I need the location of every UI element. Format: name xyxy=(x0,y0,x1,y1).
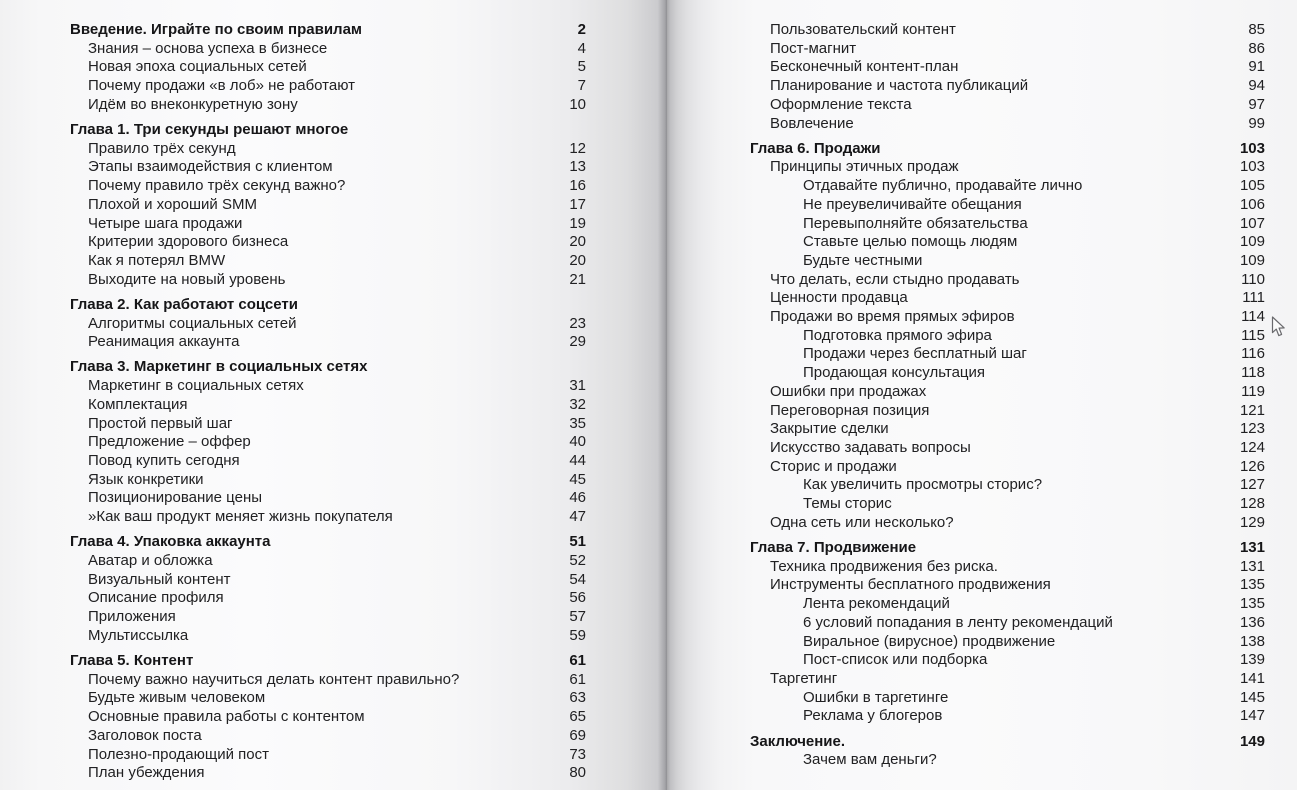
toc-entry-page-number: 4 xyxy=(577,39,586,57)
toc-entry-page-number: 106 xyxy=(1239,195,1265,213)
toc-entry-page-number: 123 xyxy=(1239,420,1265,438)
toc-entry-title: Глава 5. Контент xyxy=(70,652,194,669)
toc-entry-page-number: 105 xyxy=(1239,177,1265,195)
toc-row-item xyxy=(0,433,586,452)
toc-row-item xyxy=(0,196,586,215)
toc-row-item xyxy=(667,177,1265,196)
toc-row-item xyxy=(667,327,1265,346)
toc-row-item xyxy=(667,495,1265,514)
toc-entry-page-number: 127 xyxy=(1239,476,1265,494)
toc-entry-page-number: 52 xyxy=(569,551,586,569)
toc-entry-title: Переговорная позиция xyxy=(770,401,930,419)
toc-entry-title: Бесконечный контент-план xyxy=(770,58,959,76)
toc-entry-page-number: 86 xyxy=(1248,39,1265,57)
toc-entry-title: Не преувеличивайте обещания xyxy=(803,195,1022,213)
toc-row-item xyxy=(0,415,586,434)
toc-entry-title: Плохой и хороший SMM xyxy=(88,195,257,213)
toc-entry-page-number: 63 xyxy=(569,689,586,707)
toc-entry-title: Одна сеть или несколько? xyxy=(770,513,954,531)
toc-entry-title: Закрытие сделки xyxy=(770,420,889,438)
toc-entry-page-number: 118 xyxy=(1241,364,1265,382)
toc-entry-page-number: 121 xyxy=(1239,401,1265,419)
toc-entry-page-number: 116 xyxy=(1241,345,1265,363)
toc-row-item xyxy=(0,215,586,234)
toc-entry-page-number: 23 xyxy=(569,314,586,332)
toc-entry-title: Будьте честными xyxy=(803,251,923,269)
toc-row-item xyxy=(667,215,1265,234)
toc-row-item xyxy=(667,96,1265,115)
toc-entry-title: Критерии здорового бизнеса xyxy=(88,233,289,251)
toc-entry-page-number: 21 xyxy=(569,270,586,288)
toc-entry-page-number: 20 xyxy=(569,233,586,251)
toc-entry-title: Выходите на новый уровень xyxy=(88,270,286,288)
toc-entry-title: Отдавайте публично, продавайте лично xyxy=(803,177,1083,195)
toc-entry-page-number: 51 xyxy=(569,533,586,551)
toc-row-item xyxy=(0,746,586,765)
toc-entry-title: Сторис и продажи xyxy=(770,457,897,475)
toc-entry-title: Ценности продавца xyxy=(770,289,908,307)
toc-entry-page-number: 40 xyxy=(569,433,586,451)
toc-entry-page-number: 119 xyxy=(1241,382,1265,400)
toc-entry-title: Ошибки в таргетинге xyxy=(803,688,949,706)
toc-row-item xyxy=(667,576,1265,595)
toc-entry-page-number: 141 xyxy=(1239,669,1265,687)
toc-entry-title: Основные правила работы с контентом xyxy=(88,708,365,726)
toc-row-item xyxy=(667,308,1265,327)
toc-entry-title: Лента рекомендаций xyxy=(803,595,950,613)
toc-row-item xyxy=(667,364,1265,383)
toc-entry-title: Описание профиля xyxy=(88,589,224,607)
toc-entry-title: »Как ваш продукт меняет жизнь покупателя xyxy=(88,508,393,526)
toc-row-item xyxy=(667,345,1265,364)
toc-row-item xyxy=(667,458,1265,477)
toc-row-item xyxy=(0,396,586,415)
toc-entry-page-number: 31 xyxy=(569,377,586,395)
toc-row-chapter xyxy=(0,296,586,315)
toc-entry-title: Глава 6. Продажи xyxy=(750,139,881,157)
toc-row-item xyxy=(0,158,586,177)
toc-row-item xyxy=(667,252,1265,271)
toc-entry-title: Этапы взаимодействия с клиентом xyxy=(88,158,333,176)
toc-row-chapter xyxy=(667,733,1265,752)
toc-entry-page-number: 56 xyxy=(569,589,586,607)
toc-entry-page-number: 32 xyxy=(569,395,586,413)
toc-entry-title: Простой первый шаг xyxy=(88,414,233,432)
toc-entry-page-number: 135 xyxy=(1239,576,1265,594)
toc-group xyxy=(667,539,1265,726)
toc-row-item xyxy=(667,115,1265,134)
toc-entry-title: Знания – основа успеха в бизнесе xyxy=(88,39,328,57)
toc-entry-title: Глава 1. Три секунды решают многое xyxy=(70,121,349,139)
toc-entry-title: Повод купить сегодня xyxy=(88,451,240,469)
toc-entry-page-number: 109 xyxy=(1239,233,1265,251)
toc-entry-title: План убеждения xyxy=(88,764,205,782)
toc-group xyxy=(667,140,1265,533)
toc-entry-page-number: 35 xyxy=(569,414,586,432)
toc-entry-page-number: 94 xyxy=(1248,77,1265,95)
toc-entry-page-number: 147 xyxy=(1239,707,1265,725)
toc-entry-page-number: 44 xyxy=(569,451,586,469)
toc-entry-title: Маркетинг в социальных сетях xyxy=(88,377,304,395)
toc-entry-title: Продающая консультация xyxy=(803,364,986,382)
toc-entry-page-number xyxy=(550,296,586,315)
toc-group xyxy=(0,296,586,352)
toc-entry-page-number: 139 xyxy=(1239,651,1265,669)
toc-row-item xyxy=(667,77,1265,96)
toc-row-item xyxy=(667,420,1265,439)
toc-entry-page-number: 2 xyxy=(577,21,586,38)
toc-entry-title: Как я потерял BMW xyxy=(88,251,226,269)
toc-entry-page-number: 20 xyxy=(569,251,586,269)
toc-entry-page-number: 110 xyxy=(1241,270,1265,288)
toc-row-item xyxy=(0,252,586,271)
toc-entry-title: Зачем вам деньги? xyxy=(803,751,937,769)
toc-entry-title: Как увеличить просмотры сторис? xyxy=(803,476,1043,494)
toc-row-item xyxy=(0,177,586,196)
toc-row-item xyxy=(667,233,1265,252)
toc-entry-page-number xyxy=(550,121,586,140)
toc-row-item xyxy=(667,383,1265,402)
toc-entry-page-number: 69 xyxy=(569,726,586,744)
toc-group xyxy=(0,533,586,645)
toc-entry-title: Пост-магнит xyxy=(770,39,857,57)
toc-entry-title: Четыре шага продажи xyxy=(88,214,243,232)
toc-entry-title: Искусство задавать вопросы xyxy=(770,438,971,456)
toc-entry-title: Планирование и частота публикаций xyxy=(770,77,1029,95)
toc-entry-page-number: 61 xyxy=(569,652,586,669)
toc-row-item xyxy=(667,558,1265,577)
toc-entry-page-number: 47 xyxy=(569,508,586,526)
toc-row-chapter xyxy=(667,140,1265,159)
toc-entry-title: Оформление текста xyxy=(770,95,912,113)
toc-row-item xyxy=(0,271,586,290)
toc-group xyxy=(0,358,586,526)
toc-entry-title: Продажи во время прямых эфиров xyxy=(770,308,1015,326)
toc-entry-page-number: 115 xyxy=(1241,326,1265,344)
toc-row-item xyxy=(667,402,1265,421)
toc-entry-page-number: 65 xyxy=(569,708,586,726)
toc-entry-page-number: 138 xyxy=(1239,632,1265,650)
toc-entry-title: Почему важно научиться делать контент правильно? xyxy=(88,670,460,688)
toc-row-item xyxy=(0,671,586,690)
toc-entry-page-number: 136 xyxy=(1239,613,1265,631)
toc-row-item xyxy=(0,627,586,646)
toc-entry-page-number: 59 xyxy=(569,626,586,644)
toc-entry-title: Правило трёх секунд xyxy=(88,139,236,157)
toc-row-item xyxy=(0,608,586,627)
toc-entry-title: Аватар и обложка xyxy=(88,551,213,569)
toc-entry-title: Инструменты бесплатного продвижения xyxy=(770,576,1051,594)
toc-entry-page-number xyxy=(1229,751,1265,770)
toc-entry-title: Перевыполняйте обязательства xyxy=(803,214,1028,232)
toc-row-chapter xyxy=(0,21,586,40)
toc-group xyxy=(667,21,1265,133)
toc-entry-title: Алгоритмы социальных сетей xyxy=(88,314,297,332)
toc-row-item xyxy=(0,727,586,746)
toc-row-item xyxy=(667,751,1265,770)
toc-entry-page-number: 45 xyxy=(569,470,586,488)
toc-entry-page-number: 13 xyxy=(569,158,586,176)
book-page-right xyxy=(667,0,1297,790)
toc-entry-page-number xyxy=(550,358,586,377)
toc-entry-page-number: 91 xyxy=(1248,58,1265,76)
toc-entry-title: 6 условий попадания в ленту рекомендаций xyxy=(803,613,1113,631)
toc-entry-page-number: 73 xyxy=(569,745,586,763)
toc-entry-page-number: 135 xyxy=(1239,595,1265,613)
toc-row-item xyxy=(667,595,1265,614)
toc-row-chapter xyxy=(667,539,1265,558)
toc-entry-title: Глава 4. Упаковка аккаунта xyxy=(70,533,271,551)
toc-entry-title: Принципы этичных продаж xyxy=(770,158,959,176)
toc-entry-title: Введение. Играйте по своим правилам xyxy=(70,21,363,38)
toc-group xyxy=(0,121,586,289)
toc-entry-page-number: 131 xyxy=(1239,538,1265,556)
toc-entry-page-number: 12 xyxy=(569,139,586,157)
toc-row-item xyxy=(667,58,1265,77)
toc-entry-title: Почему правило трёх секунд важно? xyxy=(88,177,346,195)
toc-entry-page-number: 99 xyxy=(1248,114,1265,132)
toc-entry-title: Идём во внеконкуретную зону xyxy=(88,95,298,113)
toc-row-chapter xyxy=(0,533,586,552)
toc-entry-title: Позиционирование цены xyxy=(88,489,263,507)
toc-entry-title: Вовлечение xyxy=(770,114,854,132)
toc-entry-title: Будьте живым человеком xyxy=(88,689,266,707)
toc-entry-page-number: 107 xyxy=(1239,214,1265,232)
toc-row-item xyxy=(667,614,1265,633)
toc-row-item xyxy=(0,589,586,608)
toc-row-item xyxy=(0,571,586,590)
toc-entry-page-number: 85 xyxy=(1248,21,1265,38)
toc-row-item xyxy=(0,689,586,708)
toc-entry-page-number: 145 xyxy=(1239,688,1265,706)
toc-entry-page-number: 80 xyxy=(569,764,586,782)
toc-row-item xyxy=(0,489,586,508)
toc-row-item xyxy=(0,77,586,96)
toc-entry-page-number: 103 xyxy=(1239,139,1265,157)
toc-entry-page-number: 10 xyxy=(569,95,586,113)
toc-entry-page-number: 16 xyxy=(569,177,586,195)
toc-entry-page-number: 114 xyxy=(1241,308,1265,326)
toc-entry-page-number: 128 xyxy=(1239,495,1265,513)
toc-entry-title: Пользовательский контент xyxy=(770,21,956,38)
toc-row-item xyxy=(0,708,586,727)
toc-entry-page-number: 124 xyxy=(1239,438,1265,456)
toc-row-item xyxy=(0,333,586,352)
toc-row-item xyxy=(0,452,586,471)
toc-row-item xyxy=(0,40,586,59)
toc-entry-page-number: 61 xyxy=(569,670,586,688)
toc-row-item xyxy=(0,58,586,77)
toc-row-chapter xyxy=(0,121,586,140)
toc-entry-title: Реклама у блогеров xyxy=(803,707,943,725)
toc-row-item xyxy=(667,40,1265,59)
toc-entry-title: Приложения xyxy=(88,608,176,626)
toc-group xyxy=(667,733,1265,770)
toc-entry-title: Комплектация xyxy=(88,395,188,413)
toc-group xyxy=(0,652,586,783)
toc-row-item xyxy=(0,96,586,115)
toc-entry-title: Почему продажи «в лоб» не работают xyxy=(88,77,356,95)
toc-entry-page-number: 57 xyxy=(569,608,586,626)
toc-row-item xyxy=(0,471,586,490)
toc-entry-title: Техника продвижения без риска. xyxy=(770,557,998,575)
toc-entry-page-number: 129 xyxy=(1239,513,1265,531)
toc-row-item xyxy=(667,439,1265,458)
toc-entry-title: Таргетинг xyxy=(770,669,838,687)
toc-entry-page-number: 17 xyxy=(569,195,586,213)
toc-entry-title: Предложение – оффер xyxy=(88,433,251,451)
toc-right-column xyxy=(667,21,1265,770)
toc-entry-title: Глава 2. Как работают соцсети xyxy=(70,295,298,313)
toc-entry-page-number: 109 xyxy=(1239,251,1265,269)
toc-entry-page-number: 54 xyxy=(569,570,586,588)
toc-entry-page-number: 131 xyxy=(1239,557,1265,575)
toc-row-item xyxy=(667,707,1265,726)
toc-entry-title: Что делать, если стыдно продавать xyxy=(770,270,1020,288)
toc-row-item xyxy=(0,508,586,527)
toc-row-item xyxy=(667,158,1265,177)
toc-row-item xyxy=(0,552,586,571)
toc-row-chapter xyxy=(0,358,586,377)
toc-entry-title: Заголовок поста xyxy=(88,726,202,744)
toc-row-chapter xyxy=(0,652,586,671)
toc-entry-page-number: 111 xyxy=(1242,289,1265,307)
toc-row-item xyxy=(667,476,1265,495)
toc-entry-title: Виральное (вирусное) продвижение xyxy=(803,632,1056,650)
toc-row-item xyxy=(667,670,1265,689)
toc-entry-title: Подготовка прямого эфира xyxy=(803,326,992,344)
toc-row-item xyxy=(0,764,586,783)
toc-entry-title: Заключение. xyxy=(750,732,846,750)
toc-row-item xyxy=(0,140,586,159)
toc-entry-page-number: 97 xyxy=(1248,95,1265,113)
toc-entry-page-number: 19 xyxy=(569,214,586,232)
toc-entry-title: Визуальный контент xyxy=(88,570,231,588)
toc-row-item xyxy=(0,233,586,252)
toc-entry-title: Темы сторис xyxy=(803,495,892,513)
toc-row-item xyxy=(667,633,1265,652)
toc-entry-title: Реанимация аккаунта xyxy=(88,333,240,351)
toc-entry-page-number: 149 xyxy=(1239,732,1265,750)
toc-entry-page-number: 46 xyxy=(569,489,586,507)
toc-entry-page-number: 126 xyxy=(1239,457,1265,475)
toc-entry-page-number: 29 xyxy=(569,333,586,351)
toc-entry-page-number: 103 xyxy=(1239,158,1265,176)
toc-entry-page-number: 5 xyxy=(577,58,586,76)
toc-entry-title: Глава 3. Маркетинг в социальных сетях xyxy=(70,358,368,376)
toc-row-item xyxy=(0,315,586,334)
toc-row-item xyxy=(0,377,586,396)
toc-entry-title: Глава 7. Продвижение xyxy=(750,538,917,556)
toc-entry-title: Полезно-продающий пост xyxy=(88,745,269,763)
toc-row-item xyxy=(667,689,1265,708)
toc-row-item xyxy=(667,271,1265,290)
toc-left-column xyxy=(0,21,586,783)
toc-row-item xyxy=(667,651,1265,670)
toc-entry-title: Мультиссылка xyxy=(88,626,189,644)
toc-entry-title: Ставьте целью помощь людям xyxy=(803,233,1018,251)
toc-row-item xyxy=(667,514,1265,533)
toc-entry-title: Ошибки при продажах xyxy=(770,382,927,400)
toc-group xyxy=(0,21,586,115)
toc-entry-page-number: 7 xyxy=(577,77,586,95)
toc-entry-title: Новая эпоха социальных сетей xyxy=(88,58,307,76)
toc-row-item xyxy=(667,196,1265,215)
toc-entry-title: Пост-список или подборка xyxy=(803,651,988,669)
toc-entry-title: Язык конкретики xyxy=(88,470,204,488)
toc-row-item xyxy=(667,21,1265,40)
toc-entry-title: Продажи через бесплатный шаг xyxy=(803,345,1027,363)
toc-row-item xyxy=(667,289,1265,308)
